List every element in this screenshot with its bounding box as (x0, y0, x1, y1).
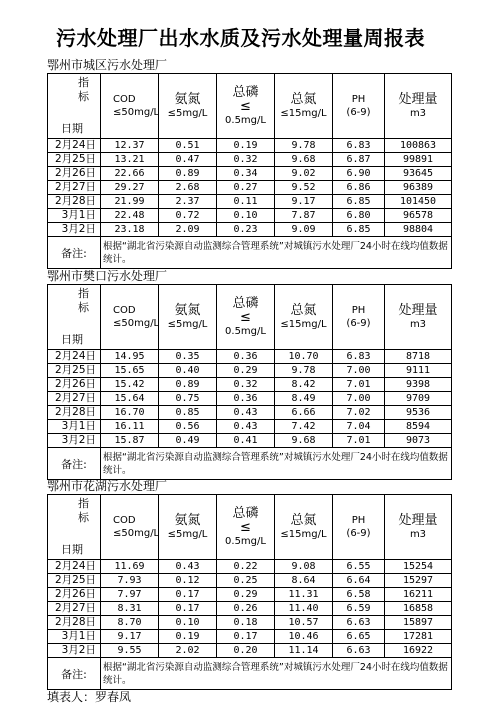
cell-cod: 7.97 (101, 588, 159, 602)
cell-total-nitrogen: 10.46 (275, 630, 333, 644)
cell-total-nitrogen: 11.14 (275, 644, 333, 658)
cell-ph: 6.87 (333, 153, 385, 167)
header-ammonia: 氨氮 ≤5mg/L (159, 495, 217, 560)
cell-ph: 7.00 (333, 392, 385, 406)
water-quality-table (47, 284, 452, 480)
cell-date: 2月25日 (48, 574, 101, 588)
header-cod: COD ≤50mg/L (101, 285, 159, 350)
plant-section (47, 478, 451, 690)
cell-total-phosphorus: 0.25 (217, 574, 275, 588)
cell-total-nitrogen: 8.49 (275, 392, 333, 406)
table-header-row (48, 285, 452, 350)
header-ammonia: 氨氮 ≤5mg/L (159, 74, 217, 139)
cell-ammonia: 0.85 (159, 406, 217, 420)
cell-date: 2月25日 (48, 153, 101, 167)
table-row (48, 223, 452, 237)
cell-total-nitrogen: 9.09 (275, 223, 333, 237)
cell-ph: 6.58 (333, 588, 385, 602)
cell-date: 2月26日 (48, 167, 101, 181)
cell-date: 2月24日 (48, 350, 101, 364)
cell-total-phosphorus: 0.11 (217, 195, 275, 209)
filled-by-label: 填表人：罗春凤 (47, 690, 132, 704)
header-total-nitrogen: 总氮 ≤15mg/L (275, 495, 333, 560)
cell-total-nitrogen: 9.68 (275, 153, 333, 167)
table-row (48, 392, 452, 406)
cell-ammonia: 0.12 (159, 574, 217, 588)
header-total-phosphorus: 总磷 ≤ 0.5mg/L (217, 495, 275, 560)
cell-total-phosphorus: 0.29 (217, 588, 275, 602)
cell-cod: 15.87 (101, 434, 159, 448)
plant-section (47, 268, 451, 480)
table-row (48, 588, 452, 602)
header-index-date-cell (48, 74, 101, 139)
cell-total-phosphorus: 0.22 (217, 560, 275, 574)
cell-total-phosphorus: 0.23 (217, 223, 275, 237)
cell-ph: 6.83 (333, 350, 385, 364)
cell-cod: 12.37 (101, 139, 159, 153)
note-label: 备注: (48, 658, 101, 690)
cell-total-nitrogen: 8.64 (275, 574, 333, 588)
note-row (48, 658, 452, 690)
cell-date: 2月27日 (48, 181, 101, 195)
cell-date: 3月2日 (48, 223, 101, 237)
cell-volume: 8718 (385, 350, 452, 364)
header-index-label: 指 标 (78, 76, 89, 103)
plant-name: 鄂州市花湖污水处理厂 (47, 479, 168, 493)
table-row (48, 167, 452, 181)
cell-total-nitrogen: 10.70 (275, 350, 333, 364)
cell-total-phosphorus: 0.29 (217, 364, 275, 378)
cell-ammonia: 0.56 (159, 420, 217, 434)
cell-ph: 6.85 (333, 223, 385, 237)
cell-volume: 16858 (385, 602, 452, 616)
cell-cod: 22.66 (101, 167, 159, 181)
cell-ammonia: 0.40 (159, 364, 217, 378)
cell-ammonia: 0.51 (159, 139, 217, 153)
cell-volume: 98804 (385, 223, 452, 237)
cell-total-phosphorus: 0.43 (217, 406, 275, 420)
cell-cod: 16.11 (101, 420, 159, 434)
cell-ammonia: 0.72 (159, 209, 217, 223)
cell-cod: 8.31 (101, 602, 159, 616)
water-quality-table (47, 494, 452, 690)
cell-cod: 15.65 (101, 364, 159, 378)
report-title: 污水处理厂出水水质及污水处理量周报表 (56, 26, 425, 50)
table-row (48, 602, 452, 616)
cell-cod: 16.70 (101, 406, 159, 420)
cell-total-phosphorus: 0.26 (217, 602, 275, 616)
header-index-label: 指 标 (78, 287, 89, 314)
cell-total-phosphorus: 0.19 (217, 139, 275, 153)
cell-total-phosphorus: 0.27 (217, 181, 275, 195)
cell-ammonia: 0.10 (159, 616, 217, 630)
cell-volume: 101450 (385, 195, 452, 209)
table-row (48, 630, 452, 644)
cell-total-phosphorus: 0.10 (217, 209, 275, 223)
cell-total-nitrogen: 9.08 (275, 560, 333, 574)
cell-date: 2月27日 (48, 602, 101, 616)
header-total-nitrogen: 总氮 ≤15mg/L (275, 285, 333, 350)
cell-date: 2月26日 (48, 378, 101, 392)
cell-volume: 16211 (385, 588, 452, 602)
water-quality-table (47, 73, 452, 269)
cell-total-phosphorus: 0.43 (217, 420, 275, 434)
cell-ph: 6.65 (333, 630, 385, 644)
table-row (48, 139, 452, 153)
cell-ammonia: 2.09 (159, 223, 217, 237)
cell-ph: 6.55 (333, 560, 385, 574)
cell-cod: 23.18 (101, 223, 159, 237)
note-label: 备注: (48, 237, 101, 269)
note-row (48, 237, 452, 269)
cell-date: 2月25日 (48, 364, 101, 378)
cell-ammonia: 0.75 (159, 392, 217, 406)
header-volume: 处理量 m3 (385, 74, 452, 139)
table-row (48, 574, 452, 588)
cell-date: 2月24日 (48, 139, 101, 153)
note-text: 根据“湖北省污染源自动监测综合管理系统”对城镇污水处理厂24小时在线均值数据统计。 (101, 448, 452, 480)
note-text: 根据“湖北省污染源自动监测综合管理系统”对城镇污水处理厂24小时在线均值数据统计。 (101, 237, 452, 269)
cell-volume: 9398 (385, 378, 452, 392)
note-row (48, 448, 452, 480)
cell-total-phosphorus: 0.36 (217, 350, 275, 364)
plant-section (47, 57, 451, 269)
cell-ph: 7.01 (333, 434, 385, 448)
cell-volume: 9536 (385, 406, 452, 420)
cell-ph: 6.90 (333, 167, 385, 181)
cell-total-nitrogen: 7.87 (275, 209, 333, 223)
cell-total-nitrogen: 10.57 (275, 616, 333, 630)
cell-total-phosphorus: 0.32 (217, 153, 275, 167)
cell-cod: 13.21 (101, 153, 159, 167)
cell-cod: 8.70 (101, 616, 159, 630)
cell-total-nitrogen: 11.40 (275, 602, 333, 616)
cell-total-nitrogen: 9.68 (275, 434, 333, 448)
header-date-label: 日期 (61, 122, 83, 135)
cell-cod: 9.17 (101, 630, 159, 644)
cell-ammonia: 0.89 (159, 378, 217, 392)
header-index-date-cell (48, 495, 101, 560)
table-row (48, 560, 452, 574)
cell-ph: 7.04 (333, 420, 385, 434)
cell-date: 2月27日 (48, 392, 101, 406)
cell-volume: 9709 (385, 392, 452, 406)
cell-volume: 8594 (385, 420, 452, 434)
header-ph: PH (6-9) (333, 495, 385, 560)
cell-ph: 6.63 (333, 616, 385, 630)
header-ph: PH (6-9) (333, 74, 385, 139)
cell-cod: 7.93 (101, 574, 159, 588)
cell-volume: 93645 (385, 167, 452, 181)
cell-total-nitrogen: 9.52 (275, 181, 333, 195)
cell-total-phosphorus: 0.32 (217, 378, 275, 392)
cell-ph: 7.00 (333, 364, 385, 378)
cell-volume: 99891 (385, 153, 452, 167)
table-row (48, 181, 452, 195)
cell-ammonia: 0.19 (159, 630, 217, 644)
cell-cod: 22.48 (101, 209, 159, 223)
cell-ph: 6.63 (333, 644, 385, 658)
table-row (48, 350, 452, 364)
header-cod: COD ≤50mg/L (101, 495, 159, 560)
cell-volume: 15297 (385, 574, 452, 588)
table-row (48, 644, 452, 658)
cell-ammonia: 2.02 (159, 644, 217, 658)
table-row (48, 420, 452, 434)
table-row (48, 364, 452, 378)
cell-volume: 96389 (385, 181, 452, 195)
cell-volume: 9111 (385, 364, 452, 378)
cell-cod: 21.99 (101, 195, 159, 209)
note-label: 备注: (48, 448, 101, 480)
header-cod: COD ≤50mg/L (101, 74, 159, 139)
header-volume: 处理量 m3 (385, 495, 452, 560)
table-row (48, 434, 452, 448)
cell-total-nitrogen: 9.02 (275, 167, 333, 181)
table-row (48, 195, 452, 209)
cell-total-nitrogen: 8.42 (275, 378, 333, 392)
cell-date: 2月24日 (48, 560, 101, 574)
cell-total-phosphorus: 0.18 (217, 616, 275, 630)
cell-ph: 6.86 (333, 181, 385, 195)
cell-volume: 16922 (385, 644, 452, 658)
cell-total-nitrogen: 9.78 (275, 364, 333, 378)
cell-ammonia: 0.43 (159, 560, 217, 574)
cell-total-nitrogen: 11.31 (275, 588, 333, 602)
plant-name: 鄂州市樊口污水处理厂 (47, 269, 168, 283)
cell-cod: 11.69 (101, 560, 159, 574)
header-total-phosphorus: 总磷 ≤ 0.5mg/L (217, 285, 275, 350)
cell-ammonia: 0.89 (159, 167, 217, 181)
cell-ammonia: 2.68 (159, 181, 217, 195)
cell-cod: 9.55 (101, 644, 159, 658)
cell-date: 3月1日 (48, 630, 101, 644)
table-header-row (48, 495, 452, 560)
cell-cod: 15.42 (101, 378, 159, 392)
cell-ph: 6.59 (333, 602, 385, 616)
header-ammonia: 氨氮 ≤5mg/L (159, 285, 217, 350)
cell-ph: 6.85 (333, 195, 385, 209)
cell-total-phosphorus: 0.17 (217, 630, 275, 644)
cell-ammonia: 0.47 (159, 153, 217, 167)
plant-name: 鄂州市城区污水处理厂 (47, 58, 168, 72)
cell-ammonia: 0.35 (159, 350, 217, 364)
cell-total-phosphorus: 0.34 (217, 167, 275, 181)
cell-total-phosphorus: 0.20 (217, 644, 275, 658)
table-row (48, 209, 452, 223)
table-row (48, 153, 452, 167)
cell-ph: 6.80 (333, 209, 385, 223)
cell-ammonia: 0.17 (159, 602, 217, 616)
header-total-phosphorus: 总磷 ≤ 0.5mg/L (217, 74, 275, 139)
header-date-label: 日期 (61, 333, 83, 346)
cell-date: 2月28日 (48, 195, 101, 209)
cell-cod: 29.27 (101, 181, 159, 195)
header-index-date-cell (48, 285, 101, 350)
cell-ammonia: 2.37 (159, 195, 217, 209)
header-volume: 处理量 m3 (385, 285, 452, 350)
cell-total-nitrogen: 7.42 (275, 420, 333, 434)
cell-total-phosphorus: 0.36 (217, 392, 275, 406)
cell-date: 2月28日 (48, 616, 101, 630)
cell-ph: 6.64 (333, 574, 385, 588)
cell-total-phosphorus: 0.41 (217, 434, 275, 448)
cell-date: 3月2日 (48, 434, 101, 448)
cell-total-nitrogen: 6.66 (275, 406, 333, 420)
cell-volume: 96578 (385, 209, 452, 223)
cell-total-nitrogen: 9.78 (275, 139, 333, 153)
table-row (48, 378, 452, 392)
cell-volume: 15254 (385, 560, 452, 574)
cell-date: 3月1日 (48, 209, 101, 223)
header-date-label: 日期 (61, 543, 83, 556)
cell-date: 2月28日 (48, 406, 101, 420)
cell-date: 2月26日 (48, 588, 101, 602)
cell-cod: 15.64 (101, 392, 159, 406)
table-header-row (48, 74, 452, 139)
cell-ammonia: 0.17 (159, 588, 217, 602)
cell-date: 3月1日 (48, 420, 101, 434)
table-row (48, 406, 452, 420)
header-index-label: 指 标 (78, 497, 89, 524)
table-row (48, 616, 452, 630)
cell-volume: 17281 (385, 630, 452, 644)
cell-total-nitrogen: 9.17 (275, 195, 333, 209)
cell-ph: 7.02 (333, 406, 385, 420)
cell-ph: 7.01 (333, 378, 385, 392)
header-total-nitrogen: 总氮 ≤15mg/L (275, 74, 333, 139)
cell-volume: 100863 (385, 139, 452, 153)
note-text: 根据“湖北省污染源自动监测综合管理系统”对城镇污水处理厂24小时在线均值数据统计。 (101, 658, 452, 690)
cell-volume: 15897 (385, 616, 452, 630)
cell-ammonia: 0.49 (159, 434, 217, 448)
cell-date: 3月2日 (48, 644, 101, 658)
cell-volume: 9073 (385, 434, 452, 448)
header-ph: PH (6-9) (333, 285, 385, 350)
cell-cod: 14.95 (101, 350, 159, 364)
cell-ph: 6.83 (333, 139, 385, 153)
